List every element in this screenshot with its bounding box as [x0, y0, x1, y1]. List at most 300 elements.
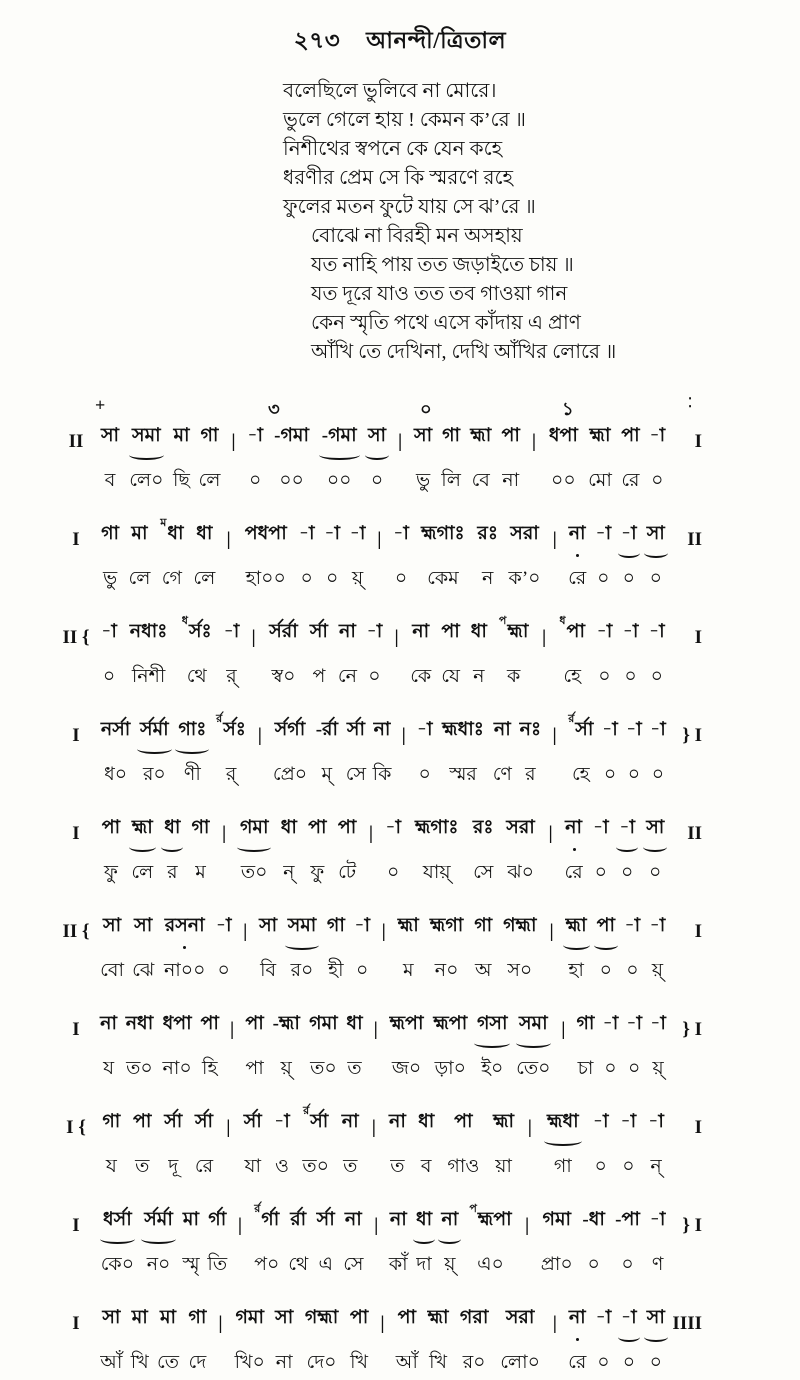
note-cell	[492, 614, 535, 649]
note-token: পা	[308, 817, 327, 838]
bar-line-spacer	[518, 1237, 536, 1282]
note-token: সমা	[131, 421, 162, 453]
lyric-cell: লে	[131, 862, 154, 883]
bar-line: |	[377, 529, 382, 550]
note-token: পা	[200, 1013, 219, 1034]
note-cell	[592, 911, 620, 943]
lyric-cell: ০	[624, 666, 637, 687]
lyric-cell: কে	[410, 666, 432, 687]
bar-line: |	[257, 725, 262, 746]
lyric-cell: ভু	[103, 568, 118, 589]
note-row	[56, 1303, 704, 1335]
note-cell	[315, 421, 363, 453]
barline-start: I {	[66, 1117, 86, 1138]
note-token: পা	[101, 817, 121, 838]
bar-line: |	[527, 1117, 532, 1138]
song-number: ২৭৩	[293, 28, 341, 53]
bar-line: |	[531, 431, 537, 452]
note-cell	[298, 1303, 344, 1335]
lyric-cell: ০	[300, 568, 313, 589]
lyric-cell: তে০	[516, 1058, 551, 1079]
note-cell	[322, 911, 350, 943]
note-token: হ্মগাঃ	[414, 817, 459, 838]
bar-line-spacer	[543, 943, 561, 988]
note-cell	[577, 1205, 610, 1237]
note-cell	[469, 911, 497, 943]
note-cell	[428, 1009, 472, 1041]
note-token: না	[568, 519, 587, 551]
note-token: গা	[101, 523, 120, 544]
note-token: গা	[188, 1307, 207, 1328]
note-cell	[319, 519, 344, 551]
lyric-cell: ব	[420, 1156, 432, 1177]
note-token: -া	[324, 523, 340, 544]
lyric-row	[56, 845, 704, 890]
bar-line-spacer	[231, 1237, 249, 1282]
lyric-cell: ন	[473, 666, 485, 687]
note-token: -া	[416, 719, 433, 740]
lyric-cell: ত০	[240, 862, 268, 883]
note-token: হ্মা	[131, 813, 154, 845]
note-token: ধা	[280, 817, 297, 838]
note-cell	[189, 1107, 220, 1139]
note-cell	[584, 421, 616, 453]
note-token: -া	[592, 1111, 609, 1132]
note-cell	[437, 421, 465, 453]
note-token: -া	[215, 915, 232, 936]
note-cell	[437, 715, 490, 747]
lyric-cell: স্মর	[449, 764, 477, 785]
barline-end: } I	[682, 1215, 702, 1236]
note-token: -া	[298, 523, 315, 544]
barline-start-spacer	[56, 943, 96, 988]
note-cell	[564, 519, 591, 551]
bar-line-spacer	[535, 649, 553, 694]
barline-start: I	[72, 725, 80, 746]
lyric-cell: এ০	[477, 1254, 504, 1275]
note-token: -া	[650, 1013, 666, 1034]
note-token: পধপা	[244, 523, 287, 544]
bar-line-spacer	[245, 649, 263, 694]
note-token: -া	[626, 1013, 643, 1034]
barline-end: II	[687, 529, 702, 550]
lyric-cell: ত০	[126, 1058, 153, 1079]
barline-end-spacer	[670, 1237, 704, 1282]
note-cell	[96, 715, 135, 747]
note-cell	[588, 813, 614, 845]
note-token: গমা	[235, 1307, 264, 1328]
note-cell	[642, 1303, 670, 1335]
note-token: না	[100, 1013, 117, 1034]
note-token: সরা	[510, 523, 539, 544]
barline-end-spacer	[670, 453, 704, 498]
barline-start-spacer	[56, 649, 96, 694]
lyric-cell: লে	[198, 470, 221, 491]
note-token: -া	[620, 1303, 638, 1335]
lyric-cell: র	[167, 862, 178, 883]
note-cell	[96, 1205, 139, 1237]
note-token: সা	[367, 421, 387, 453]
note-cell	[158, 911, 211, 943]
note-cell	[622, 715, 646, 747]
lyric-cell: ০	[587, 1254, 600, 1275]
note-token: রঃ	[477, 523, 498, 544]
note-token: পা	[397, 1307, 416, 1328]
note-cell	[96, 421, 124, 453]
note-token: -া	[385, 817, 402, 838]
note-cell	[497, 911, 543, 943]
verse-line: যত নাহি পায় তত জড়াইতে চায় ॥	[311, 254, 574, 276]
note-cell	[211, 911, 236, 943]
lyric-cell: ০	[651, 470, 664, 491]
note-cell	[564, 712, 598, 747]
note-token: র্সর্মা	[139, 715, 170, 747]
lyric-cell: রে	[194, 1156, 214, 1177]
barline-start-spacer	[56, 1041, 96, 1086]
lyric-cell: সে	[345, 764, 367, 785]
note-token: -া	[223, 621, 240, 642]
note-cell	[494, 1303, 545, 1335]
lyric-cell: ০	[598, 666, 611, 687]
lyric-cell: লি	[441, 470, 461, 491]
note-cell	[437, 1205, 463, 1237]
note-token: -া	[393, 523, 409, 544]
note-cell	[269, 715, 311, 747]
lyric-cell: বি	[260, 960, 277, 981]
note-token: সা	[103, 915, 122, 936]
barline-start-spacer	[56, 747, 96, 792]
lyric-row	[56, 1041, 704, 1086]
lyric-cell: নিশী	[131, 666, 166, 687]
taal-marker: ৩	[268, 399, 280, 419]
note-token: মা	[131, 523, 148, 544]
note-cell	[312, 1205, 340, 1237]
note-cell	[139, 1205, 179, 1237]
lyric-cell: ত০	[302, 1156, 330, 1177]
note-row	[56, 421, 704, 453]
note-token: না	[344, 1209, 362, 1230]
note-token: না	[389, 1209, 407, 1230]
song-title: আনন্দী/ত্রিতাল	[366, 28, 507, 53]
lyric-cell: যে	[441, 666, 460, 687]
note-cell	[135, 715, 173, 747]
barline-start: I	[72, 1313, 80, 1334]
note-cell	[512, 1009, 554, 1041]
bar-line: |	[549, 921, 554, 942]
note-token: নধাঃ	[129, 621, 168, 642]
note-cell	[591, 1303, 616, 1335]
bar-line-spacer	[391, 453, 409, 498]
barline-end-spacer	[670, 845, 704, 890]
note-cell	[350, 911, 375, 943]
note-cell	[391, 1303, 422, 1335]
note-token: র্সর্রা	[269, 621, 298, 642]
note-cell	[345, 519, 370, 551]
barline-end-spacer	[670, 1335, 704, 1380]
bar-line-spacer	[362, 845, 380, 890]
verse-line: কেন স্মৃতি পথে এসে কাঁদায় এ প্রাণ	[311, 312, 581, 334]
note-token: -পা	[615, 1209, 640, 1230]
note-token: র্গা	[208, 1209, 227, 1230]
lyric-cell: ০	[622, 568, 635, 589]
lyric-cell: না০০	[163, 960, 206, 981]
lyric-cell: সে	[473, 862, 494, 883]
note-token: নর্সা	[100, 719, 131, 740]
lyric-cell: প	[312, 666, 326, 687]
lyric-cell: ত০	[310, 1058, 337, 1079]
note-cell	[96, 813, 126, 845]
note-cell	[646, 715, 670, 747]
note-token: পা	[596, 911, 616, 943]
note-cell	[591, 519, 616, 551]
note-token: গরা	[459, 1307, 489, 1328]
note-cell	[496, 421, 524, 453]
lyric-cell: ব	[104, 470, 116, 491]
note-cell	[126, 813, 159, 845]
grace-note: র্র	[568, 712, 575, 725]
note-token: -া	[602, 1013, 619, 1034]
note-cell	[304, 1009, 342, 1041]
note-token: -া	[649, 1209, 666, 1230]
note-cell	[282, 911, 322, 943]
note-token: -া	[101, 621, 117, 642]
note-token: সা	[134, 915, 153, 936]
lyric-cell: অ	[474, 960, 492, 981]
note-cell	[369, 715, 394, 747]
bar-line-spacer	[215, 845, 233, 890]
note-token: রসনা	[164, 911, 206, 943]
barline-start-spacer	[56, 1139, 96, 1184]
lyric-cell: লে	[128, 568, 151, 589]
bar-line-spacer	[375, 943, 393, 988]
note-token: $^ম$ধা	[160, 516, 184, 544]
note-token: গা	[576, 1013, 595, 1034]
note-token: হ্মগা	[429, 915, 464, 936]
barline-start-spacer	[56, 1335, 96, 1380]
note-token: সা	[646, 1303, 666, 1335]
note-token: -র্রা	[315, 719, 338, 740]
note-token: না	[412, 621, 430, 642]
lyric-cell: ন	[482, 568, 494, 589]
lyric-cell: ঝ০	[507, 862, 534, 883]
notation-line	[56, 1104, 704, 1184]
lyric-cell: ক	[506, 666, 521, 687]
lyric-cell: হি	[202, 1058, 218, 1079]
grace-note: র্র	[216, 712, 223, 725]
note-cell	[645, 911, 670, 943]
lyric-cell: ০	[628, 1058, 641, 1079]
lyric-cell: হী	[328, 960, 344, 981]
page-header	[0, 0, 800, 61]
bar-line-spacer	[365, 1139, 383, 1184]
note-cell	[339, 1205, 367, 1237]
note-cell	[413, 715, 437, 747]
note-token: -গমা	[321, 421, 358, 453]
note-cell	[183, 1303, 211, 1335]
bar-line: |	[552, 1313, 557, 1334]
note-token: ধা	[163, 813, 181, 845]
note-cell	[463, 1202, 518, 1237]
note-cell	[275, 813, 302, 845]
note-cell	[436, 617, 466, 649]
grace-note: র্র	[303, 1104, 310, 1117]
bar-line-spacer	[373, 1335, 391, 1380]
bar-line: |	[371, 1117, 376, 1138]
lyric-cell: ই০	[481, 1058, 504, 1079]
note-cell	[128, 911, 158, 943]
note-cell	[616, 1303, 641, 1335]
note-cell	[406, 617, 436, 649]
lyric-cell: ণে	[492, 764, 512, 785]
bar-line: |	[218, 1313, 223, 1334]
note-token: না	[440, 1205, 459, 1237]
note-cell	[268, 421, 316, 453]
note-token: -া	[649, 425, 666, 446]
lyric-cell: ০	[603, 764, 617, 785]
bar-line: |	[380, 1313, 385, 1334]
note-cell	[237, 1107, 268, 1139]
note-cell	[345, 1303, 374, 1335]
barline-end: } I	[682, 1019, 702, 1040]
lyric-cell: আঁ	[100, 1352, 123, 1373]
note-token: সরা	[506, 817, 535, 838]
bar-line-spacer	[211, 1335, 229, 1380]
note-token: -ধা	[582, 1209, 605, 1230]
note-cell	[311, 715, 342, 747]
lyric-cell: বে	[471, 470, 490, 491]
note-cell	[422, 1303, 454, 1335]
lyric-cell: ধ০	[104, 764, 128, 785]
bar-line-spacer	[546, 747, 564, 792]
note-token: $^{র্র}$র্সা	[568, 712, 594, 740]
note-token: পা	[501, 425, 520, 446]
note-token: $^ধ$র্সঃ	[181, 614, 212, 642]
note-token: -া	[247, 425, 263, 446]
note-cell	[640, 813, 670, 845]
lyric-cell: দা	[416, 1254, 432, 1275]
lyric-cell: য়্	[351, 568, 364, 589]
note-cell	[564, 1303, 591, 1335]
note-cell	[486, 1107, 520, 1139]
note-token: গা	[442, 425, 461, 446]
lyric-cell: খি০	[234, 1352, 265, 1373]
note-cell	[186, 813, 215, 845]
lyric-row	[56, 649, 704, 694]
note-cell	[599, 1009, 623, 1041]
bar-line: |	[237, 1215, 243, 1236]
barline-start-spacer	[56, 1237, 96, 1282]
lyric-cell: কে০	[100, 1254, 135, 1275]
lyric-cell: ০	[356, 960, 369, 981]
verse-line: ধরণীর প্রেম সে কি স্মরণে রহে	[283, 167, 514, 189]
barline-end-spacer	[670, 1139, 704, 1184]
note-cell	[153, 1303, 184, 1335]
note-token: গমা	[542, 1209, 572, 1230]
lyric-cell: ০	[325, 568, 339, 589]
note-cell	[385, 1009, 429, 1041]
note-token: -া	[649, 915, 666, 936]
lyric-cell: গা	[553, 1156, 572, 1177]
barline-start-spacer	[56, 845, 96, 890]
verse-line: আঁখি তে দেখিনা, দেখি আঁখির লোরে ॥	[311, 341, 617, 363]
note-cell	[560, 813, 588, 845]
lyric-cell: ০	[394, 568, 408, 589]
lyric-cell: নে	[337, 666, 357, 687]
bar-line-spacer	[223, 1041, 241, 1086]
lyric-cell: হা	[568, 960, 584, 981]
notation-line	[56, 911, 704, 988]
bar-line-spacer	[220, 551, 238, 596]
lyric-cell: ড়া০	[434, 1058, 467, 1079]
note-cell	[284, 1205, 311, 1237]
lyric-cell: য়্	[651, 960, 664, 981]
lyric-cell: য়্	[652, 1058, 664, 1079]
lyric-cell: ০	[418, 764, 431, 785]
barline-start-spacer	[56, 453, 96, 498]
note-cell	[543, 421, 584, 453]
note-cell	[342, 1009, 366, 1041]
bar-line: |	[561, 1019, 566, 1040]
note-cell	[646, 1009, 670, 1041]
note-token: না	[568, 1303, 587, 1335]
lyric-cell: য	[105, 1156, 117, 1177]
verse-stanza-3	[283, 280, 800, 367]
bar-line: |	[525, 1215, 530, 1236]
note-cell	[454, 1303, 494, 1335]
grace-note: প	[498, 614, 507, 627]
barline-end: I	[694, 431, 702, 452]
bar-line: |	[230, 1019, 235, 1040]
note-cell	[343, 715, 370, 747]
lyric-cell: ০	[650, 666, 664, 687]
note-token: -া	[354, 915, 371, 936]
lyric-cell: ০	[627, 764, 641, 785]
note-token: নধা	[125, 1013, 154, 1034]
lyric-cell: ০	[651, 764, 665, 785]
lyric-cell: জ০	[391, 1058, 422, 1079]
note-cell	[96, 911, 128, 943]
note-token: ধা	[415, 1205, 433, 1237]
note-token: -া	[618, 813, 636, 845]
lyric-cell: রে	[621, 470, 640, 491]
lyric-cell: আঁ	[395, 1352, 418, 1373]
bar-line-spacer	[236, 943, 254, 988]
lyric-cell: ও	[274, 1156, 289, 1177]
lyric-cell: রে	[564, 862, 583, 883]
note-cell	[96, 1009, 121, 1041]
lyric-cell: স্মৃ	[182, 1254, 200, 1275]
lyric-cell: ০০	[551, 470, 576, 491]
note-row	[56, 1009, 704, 1041]
note-token: $^{র্র}$র্সা	[303, 1104, 329, 1132]
lyric-cell: র০	[462, 1352, 486, 1373]
bar-line: |	[401, 725, 406, 746]
lyric-cell: ভু	[415, 470, 431, 491]
note-token: হ্মগাঃ	[421, 523, 465, 544]
note-token: র্সা	[309, 621, 328, 642]
lyric-cell: ন্	[650, 1156, 662, 1177]
barline-start-spacer	[56, 551, 96, 596]
note-token: ধা	[470, 621, 487, 642]
grace-note: র্র	[254, 1202, 261, 1215]
note-cell	[645, 421, 670, 453]
lyric-cell: লে	[193, 568, 216, 589]
lyric-cell: ০	[599, 960, 612, 981]
lyric-cell: ক’০	[508, 568, 541, 589]
bar-line-spacer	[525, 453, 543, 498]
note-token: -া	[650, 719, 666, 740]
note-cell	[127, 1303, 153, 1335]
